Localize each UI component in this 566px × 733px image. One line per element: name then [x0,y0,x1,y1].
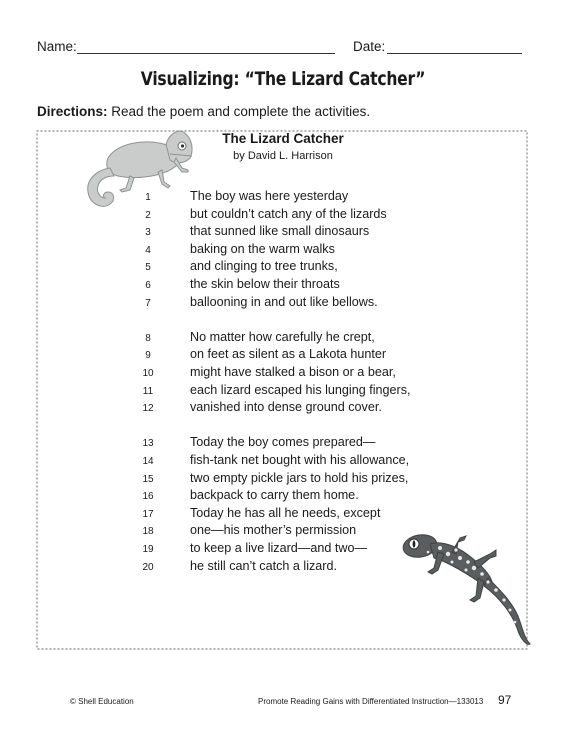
poem-line: and clinging to tree trunks, [190,259,338,274]
name-label: Name: [37,39,77,54]
poem-line-number: 8 [145,332,151,344]
poem-line-number: 16 [142,491,154,503]
poem-line: he still can’t catch a lizard. [190,558,337,573]
poem-line-number: 19 [142,544,154,555]
poem-line-number: 14 [142,456,154,467]
page-title: Visualizing: “The Lizard Catcher” [140,68,426,90]
poem-line: might have stalked a bison or a bear, [190,365,396,379]
poem-line-number: 15 [142,473,154,485]
poem-line: The boy was here yesterday [190,189,349,203]
poem-line-number: 12 [142,403,154,415]
poem-line: on feet as silent as a Lakota hunter [190,347,387,362]
poem-line: but couldn’t catch any of the lizards [190,206,387,221]
date-label: Date: [353,39,386,54]
poem-line: each lizard escaped his lunging fingers, [190,382,411,397]
poem-line: No matter how carefully he crept, [190,329,375,344]
poem-line-number: 18 [142,526,154,538]
directions [37,104,370,119]
poem-line: two empty pickle jars to hold his prizes, [190,470,409,485]
name-line[interactable] [77,53,335,54]
directions-text: Read the poem and complete the activities. [107,104,371,119]
poem-line-number: 20 [142,561,154,573]
poem-line: backpack to carry them home. [190,488,359,503]
footer-publisher: © Shell Education [70,697,134,706]
footer-book: Promote Reading Gains with Differentiated Instruction—133013 [258,697,484,706]
poem-line-number: 3 [145,227,151,239]
page-number: 97 [498,693,512,707]
poem-title: The Lizard Catcher [222,131,344,146]
poem-line: Today he has all he needs, except [190,505,381,520]
poem-line-number: 4 [145,244,151,256]
poem-line-number: 11 [142,385,154,397]
poem-line-number: 13 [142,438,154,450]
poem-line-number: 6 [145,280,151,291]
poem-line: Today the boy comes prepared— [190,435,376,450]
gecko-icon [400,528,542,658]
poem-line: the skin below their throats [190,277,340,291]
poem-line: baking on the warm walks [190,241,335,256]
poem-line: fish-tank net bought with his allowance, [190,453,410,467]
poem-line: ballooning in and out like bellows. [190,294,378,309]
poem-line-number: 2 [145,209,151,221]
poem-line-number: 9 [145,350,151,362]
poem-line: that sunned like small dinosaurs [190,224,370,239]
poem-author: by David L. Harrison [233,150,333,162]
poem-line-number: 1 [145,192,151,203]
poem-line: to keep a live lizard—and two— [190,541,368,555]
poem-line-number: 17 [142,508,154,520]
date-line[interactable] [387,53,522,54]
poem-line-number: 5 [145,262,151,274]
poem-line: vanished into dense ground cover. [190,400,382,415]
poem-line: one—his mother’s permission [190,523,357,538]
poem-line-number: 7 [145,297,151,309]
directions-label: Directions: [37,104,108,119]
poem-line-number: 10 [142,368,154,379]
